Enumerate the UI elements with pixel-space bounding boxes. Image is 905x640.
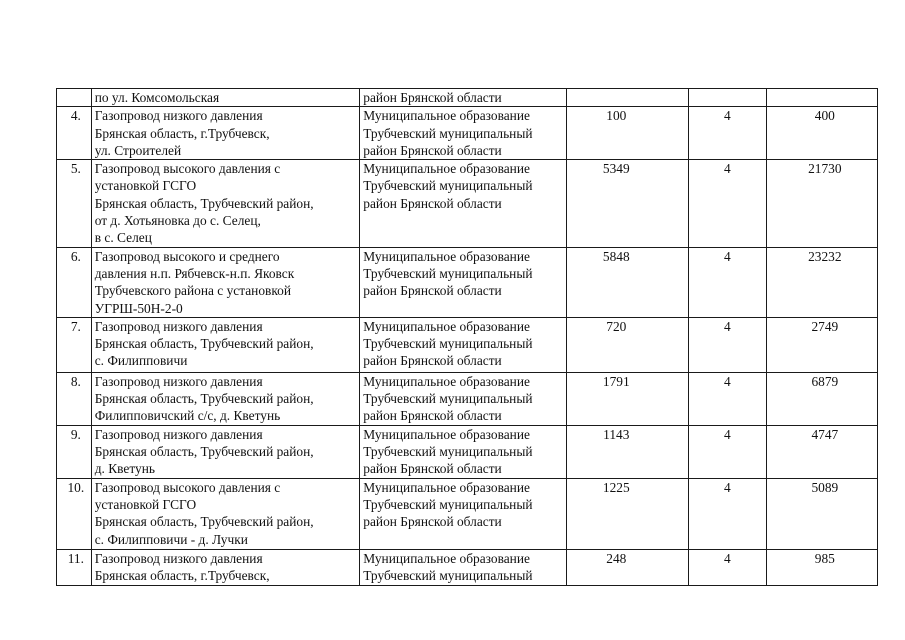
length-cell: 1143 xyxy=(566,425,689,478)
value-cell: 5089 xyxy=(766,478,877,549)
value-cell: 4747 xyxy=(766,425,877,478)
table-row xyxy=(57,89,878,107)
object-name-cell: Газопровод низкого давления Брянская область, Трубчевский район, Филипповичский с/с, д. Кветунь xyxy=(91,372,360,425)
category-cell: 4 xyxy=(689,247,767,317)
length-cell: 5848 xyxy=(566,247,689,317)
table-row xyxy=(57,425,878,478)
row-number-cell: 4. xyxy=(57,107,92,160)
table-row xyxy=(57,247,878,317)
object-name-cell: Газопровод высокого и среднего давления н.п. Рябчевск-н.п. Яковск Трубчевского района с установкой УГРШ-50Н-2-0 xyxy=(91,247,360,317)
owner-cell: район Брянской области xyxy=(360,89,566,107)
table-row xyxy=(57,478,878,549)
row-number-cell: 5. xyxy=(57,160,92,247)
row-number-cell: 8. xyxy=(57,372,92,425)
owner-cell: Муниципальное образование Трубчевский муниципальный район Брянской области xyxy=(360,478,566,549)
value-cell: 2749 xyxy=(766,317,877,372)
value-cell: 21730 xyxy=(766,160,877,247)
owner-cell: Муниципальное образование Трубчевский муниципальный район Брянской области xyxy=(360,425,566,478)
object-name-cell: Газопровод низкого давления Брянская область, Трубчевский район, с. Филипповичи xyxy=(91,317,360,372)
length-cell: 248 xyxy=(566,549,689,585)
table-row xyxy=(57,107,878,160)
value-cell: 6879 xyxy=(766,372,877,425)
owner-cell: Муниципальное образование Трубчевский муниципальный район Брянской области xyxy=(360,160,566,247)
object-name-cell: Газопровод высокого давления с установкой ГСГО Брянская область, Трубчевский район, от д. Хотьяновка до с. Селец, в с. Селец xyxy=(91,160,360,247)
length-cell: 100 xyxy=(566,107,689,160)
value-cell: 400 xyxy=(766,107,877,160)
row-number-cell: 10. xyxy=(57,478,92,549)
category-cell: 4 xyxy=(689,317,767,372)
owner-cell: Муниципальное образование Трубчевский муниципальный район Брянской области xyxy=(360,372,566,425)
row-number-cell: 7. xyxy=(57,317,92,372)
table-row xyxy=(57,549,878,585)
object-name-cell: Газопровод низкого давления Брянская область, г.Трубчевск, xyxy=(91,549,360,585)
owner-cell: Муниципальное образование Трубчевский муниципальный район Брянской области xyxy=(360,107,566,160)
row-number-cell: 6. xyxy=(57,247,92,317)
row-number-cell: 11. xyxy=(57,549,92,585)
value-cell xyxy=(766,89,877,107)
category-cell: 4 xyxy=(689,549,767,585)
table-row xyxy=(57,317,878,372)
category-cell xyxy=(689,89,767,107)
category-cell: 4 xyxy=(689,425,767,478)
row-number-cell xyxy=(57,89,92,107)
length-cell: 1225 xyxy=(566,478,689,549)
value-cell: 23232 xyxy=(766,247,877,317)
object-name-cell: Газопровод высокого давления с установкой ГСГО Брянская область, Трубчевский район, с. Филипповичи - д. Лучки xyxy=(91,478,360,549)
length-cell xyxy=(566,89,689,107)
object-name-cell: по ул. Комсомольская xyxy=(91,89,360,107)
owner-cell: Муниципальное образование Трубчевский муниципальный район Брянской области xyxy=(360,247,566,317)
gas-pipeline-registry-table xyxy=(56,88,878,586)
owner-cell: Муниципальное образование Трубчевский муниципальный xyxy=(360,549,566,585)
length-cell: 720 xyxy=(566,317,689,372)
category-cell: 4 xyxy=(689,160,767,247)
category-cell: 4 xyxy=(689,478,767,549)
value-cell: 985 xyxy=(766,549,877,585)
owner-cell: Муниципальное образование Трубчевский муниципальный район Брянской области xyxy=(360,317,566,372)
length-cell: 1791 xyxy=(566,372,689,425)
table-row xyxy=(57,372,878,425)
object-name-cell: Газопровод низкого давления Брянская область, Трубчевский район, д. Кветунь xyxy=(91,425,360,478)
table-row xyxy=(57,160,878,247)
category-cell: 4 xyxy=(689,372,767,425)
category-cell: 4 xyxy=(689,107,767,160)
length-cell: 5349 xyxy=(566,160,689,247)
object-name-cell: Газопровод низкого давления Брянская область, г.Трубчевск, ул. Строителей xyxy=(91,107,360,160)
row-number-cell: 9. xyxy=(57,425,92,478)
